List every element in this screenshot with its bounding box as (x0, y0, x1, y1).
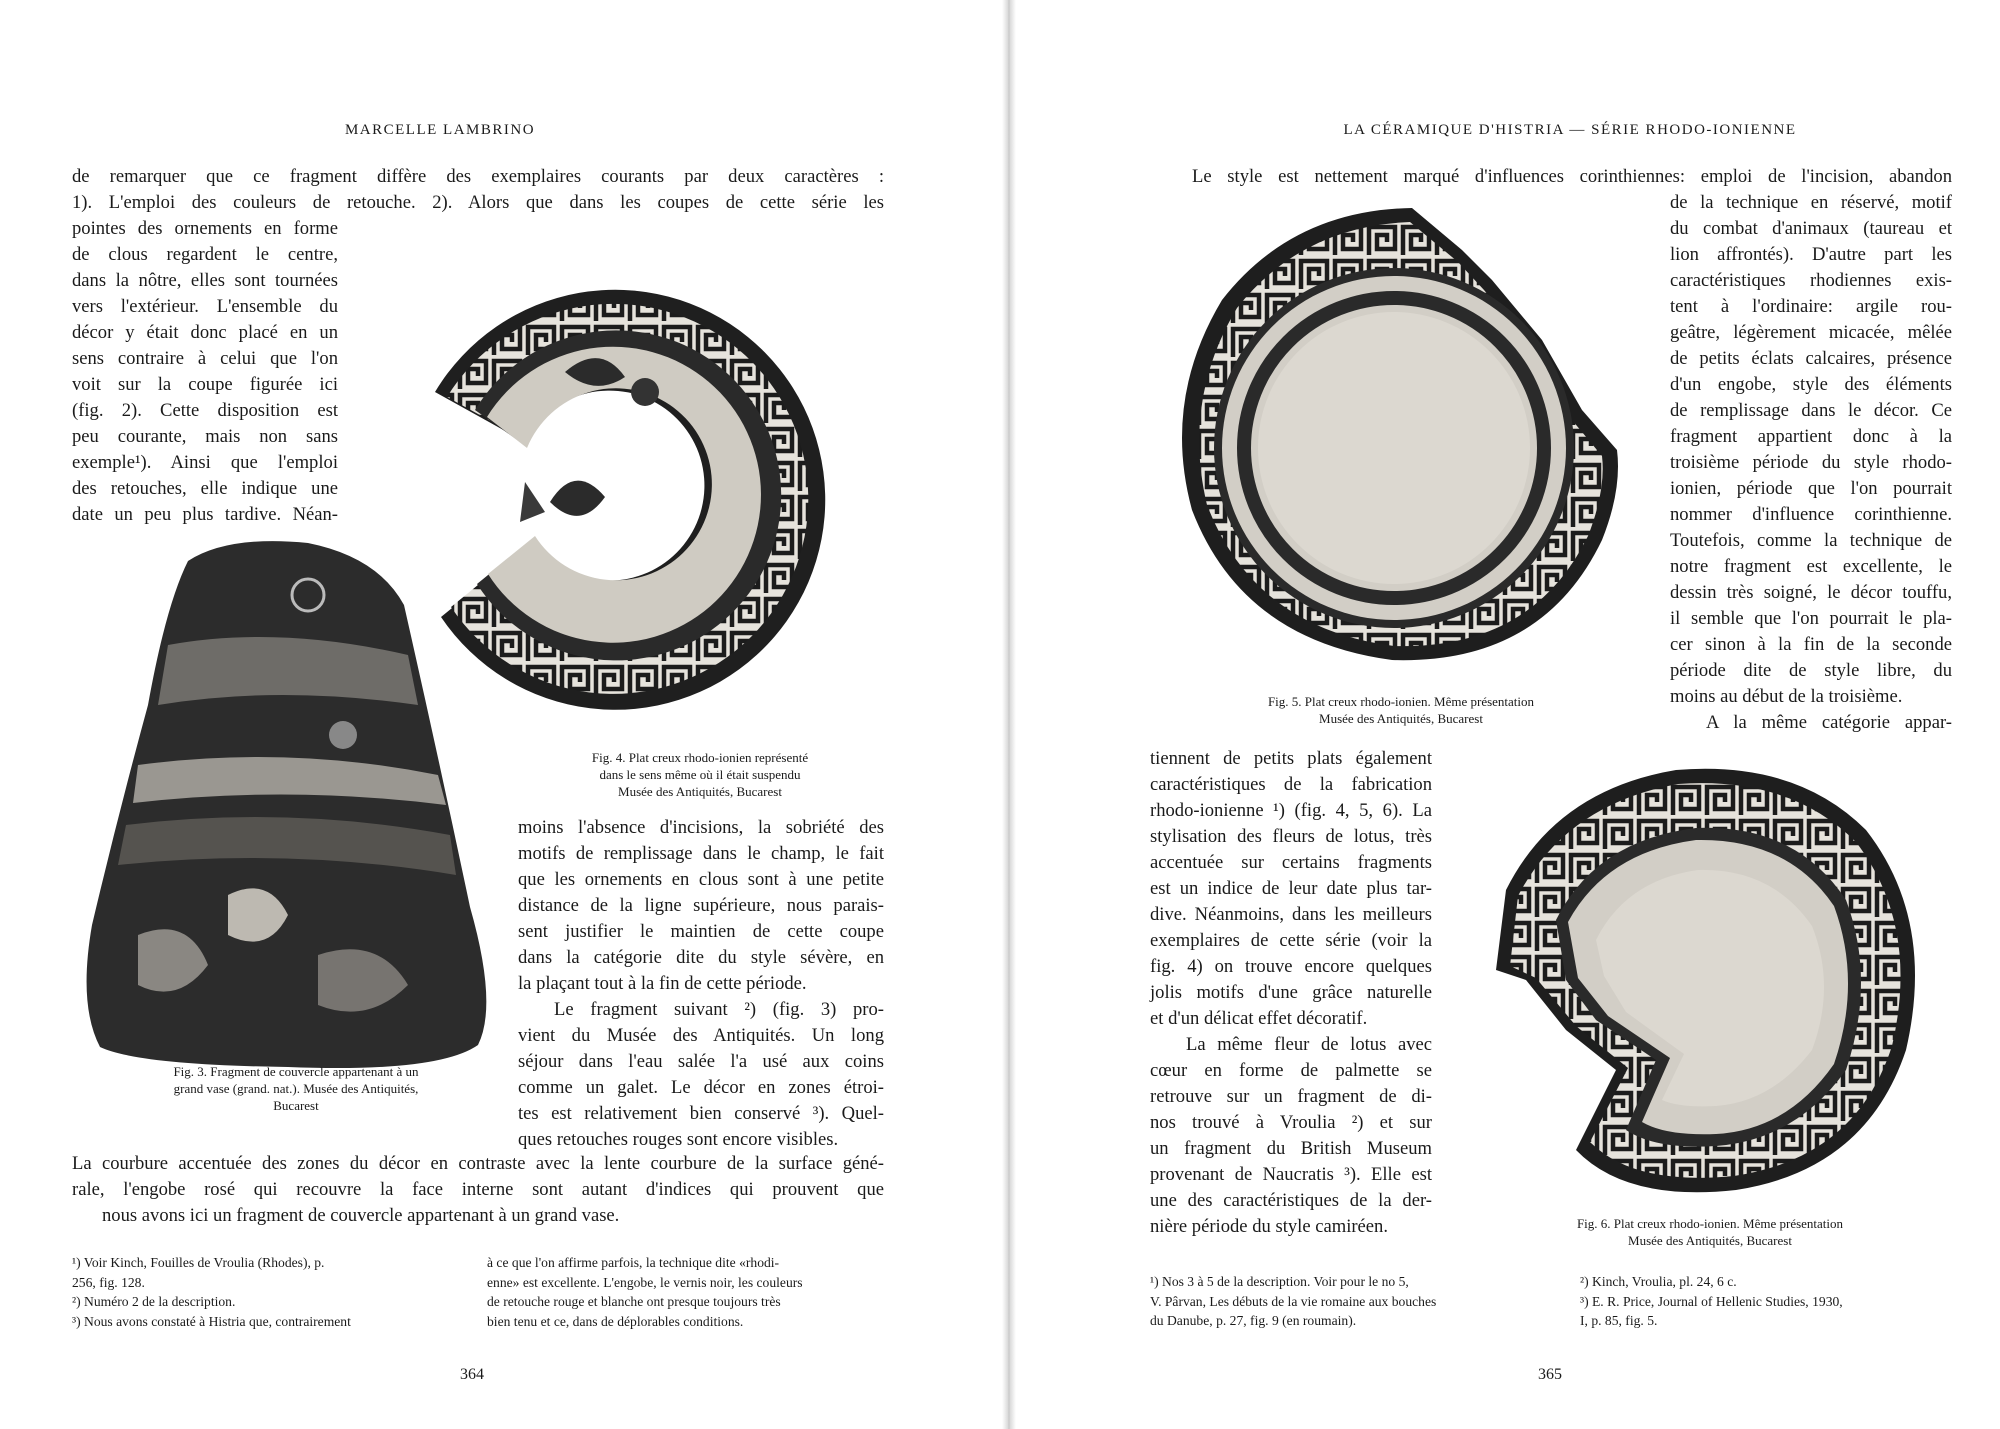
right-first-line (1192, 164, 1952, 190)
text-line: des retouches, elle indique une (72, 478, 338, 499)
footnote-line: ²) Kinch, Vroulia, pl. 24, 6 c. (1580, 1274, 1737, 1289)
text-line: il semble que l'on pourrait le pla- (1670, 608, 1952, 629)
text-line: dessin très soigné, le décor touffu, (1670, 582, 1952, 603)
footnote-line: ¹) Nos 3 à 5 de la description. Voir pour le no 5, (1150, 1274, 1409, 1289)
caption-line: Fig. 4. Plat creux rhodo-ionien représenté (591, 750, 809, 765)
text-line: exemple¹). Ainsi que l'emploi (72, 452, 338, 473)
text-line: que les ornements en clous sont à une petite (518, 869, 884, 890)
footnote-line: ³) E. R. Price, Journal of Hellenic Studies, 1930, (1580, 1293, 1843, 1309)
text-line: période dite de style libre, du (1670, 660, 1952, 681)
text-line: distance de la ligne supérieure, nous parais- (518, 895, 884, 916)
text-line: tiennent de petits plats également (1150, 748, 1432, 769)
running-head-right: LA CÉRAMIQUE D'HISTRIA — SÉRIE RHODO-IONIENNE (1343, 122, 1797, 138)
text-line: nommer d'influence corinthienne. (1670, 504, 1952, 525)
caption-line: Musée des Antiquités, Bucarest (618, 784, 782, 799)
caption-line: Musée des Antiquités, Bucarest (1319, 711, 1483, 726)
text-line: rhodo-ionienne ¹) (fig. 4, 5, 6). La (1150, 800, 1432, 821)
book-gutter (1002, 0, 1016, 1429)
caption-line: grand vase (grand. nat.). Musée des Antiquités, (173, 1081, 419, 1096)
footnote-line: du Danube, p. 27, fig. 9 (en roumain). (1150, 1313, 1357, 1328)
text-line: caractéristiques rhodiennes exis- (1670, 270, 1952, 291)
text-line: tent à l'ordinaire: argile rou- (1670, 296, 1952, 317)
text-line: geâtre, légèrement micacée, mêlée (1670, 322, 1952, 343)
caption-line: Fig. 5. Plat creux rhodo-ionien. Même présentation (1267, 694, 1535, 709)
text-line: pointes des ornements en forme (72, 218, 338, 239)
text-line: motifs de remplissage dans le champ, le fait (518, 843, 884, 864)
text-line: nos trouvé à Vroulia ²) et sur (1150, 1112, 1432, 1133)
footnote-line: ²) Numéro 2 de la description. (72, 1294, 236, 1309)
footnote-line: à ce que l'on affirme parfois, la technique dite «rhodi- (487, 1255, 780, 1270)
footnotes-left-a (72, 1253, 472, 1331)
text-line: troisième période du style rhodo- (1670, 452, 1952, 473)
figure-4-caption (535, 749, 865, 800)
text-line: moins l'absence d'incisions, la sobriété des (518, 817, 884, 838)
text-line: et d'un délicat effet décoratif. (1150, 1008, 1368, 1029)
text-line: de la technique en réservé, motif (1670, 192, 1952, 213)
figure-5-image (1162, 190, 1644, 680)
text-line: de clous regardent le centre, (72, 244, 338, 265)
text-line: dans la catégorie dite du style sévère, en (518, 947, 884, 968)
text-line: dans la nôtre, elles sont tournées (72, 270, 338, 291)
text-line: tes est relativement bien conservé ³). Quel- (518, 1103, 884, 1124)
left-bottom-paragraph (72, 1151, 884, 1229)
text-line: lion affrontés). D'autre part les (1670, 244, 1952, 265)
text-line: rale, l'engobe rosé qui recouvre la face interne sont autant d'indices qui prouvent que (72, 1179, 884, 1200)
text-line: retrouve sur un fragment de di- (1150, 1086, 1432, 1107)
figure-6-image (1466, 750, 1936, 1212)
text-line: fragment appartient donc à la (1670, 426, 1952, 447)
figure-3-image (78, 535, 506, 1075)
text-line: cer sinon à la fin de la seconde (1670, 634, 1952, 655)
text-line: de petits éclats calcaires, présence (1670, 348, 1952, 369)
text-line: Le fragment suivant ²) (fig. 3) pro- (554, 999, 884, 1020)
text-line: un fragment du British Museum (1150, 1138, 1432, 1159)
text-line: de remarquer que ce fragment diffère des exemplaires courants par deux caractères : (72, 166, 884, 187)
page-number-left: 364 (460, 1366, 484, 1383)
footnote-line: enne» est excellente. L'engobe, le vernis noir, les couleurs (487, 1274, 803, 1290)
text-line: Toutefois, comme la technique de (1670, 530, 1952, 551)
footnote-line: V. Pârvan, Les débuts de la vie romaine aux bouches (1150, 1293, 1437, 1309)
footnote-line: ¹) Voir Kinch, Fouilles de Vroulia (Rhodes), p. (72, 1255, 325, 1270)
footnote-line: I, p. 85, fig. 5. (1580, 1313, 1658, 1328)
right-page-left-column (1150, 746, 1432, 1240)
text-line: nière période du style camiréen. (1150, 1216, 1388, 1237)
text-line: de remplissage dans le décor. Ce (1670, 400, 1952, 421)
text-line: comme un galet. Le décor en zones étroi- (518, 1077, 884, 1098)
text-line: nous avons ici un fragment de couvercle appartenant à un grand vase. (102, 1205, 620, 1226)
right-column-text (1670, 190, 1952, 736)
text-line: cœur en forme de palmette se (1150, 1060, 1432, 1081)
right-column-text-left-page (518, 815, 884, 1153)
footnote-line: bien tenu et ce, dans de déplorables conditions. (487, 1313, 744, 1329)
footnote-line: ³) Nous avons constaté à Histria que, contrairement (72, 1313, 351, 1329)
text-line: peu courante, mais non sans (72, 426, 338, 447)
text-line: (fig. 2). Cette disposition est (72, 400, 338, 421)
caption-line: Fig. 3. Fragment de couvercle appartenant à un (173, 1064, 419, 1079)
caption-line: dans le sens même où il était suspendu (599, 767, 801, 782)
text-line: moins au début de la troisième. (1670, 686, 1903, 707)
footnotes-right-b (1580, 1272, 1960, 1331)
text-line: la plaçant tout à la fin de cette période. (518, 973, 807, 994)
text-line: exemplaires de cette série (voir la (1150, 930, 1432, 951)
text-line: Le style est nettement marqué d'influences corinthiennes: emploi de l'incision, abandon (1192, 166, 1952, 187)
text-line: date un peu plus tardive. Néan- (72, 504, 338, 525)
footnotes-right-a (1150, 1272, 1550, 1331)
caption-line: Bucarest (273, 1098, 319, 1113)
text-line: accentuée sur certains fragments (1150, 852, 1432, 873)
text-line: La même fleur de lotus avec (1186, 1034, 1432, 1055)
running-head-left: MARCELLE LAMBRINO (344, 122, 536, 138)
footnotes-left-b (487, 1253, 887, 1331)
left-column-text (72, 216, 338, 528)
text-line: décor y était donc placé en un (72, 322, 338, 343)
text-line: sent justifier le maintien de cette coupe (518, 921, 884, 942)
left-intro (72, 164, 884, 216)
text-line: séjour dans l'eau salée l'a usé aux coins (518, 1051, 884, 1072)
page-number-right: 365 (1538, 1366, 1562, 1383)
text-line: stylisation des fleurs de lotus, très (1150, 826, 1432, 847)
text-line: ionien, période que l'on pourrait (1670, 478, 1952, 499)
figure-5-caption (1186, 693, 1616, 727)
caption-line: Musée des Antiquités, Bucarest (1628, 1233, 1792, 1248)
text-line: est un indice de leur date plus tar- (1150, 878, 1432, 899)
text-line: jolis motifs d'une grâce naturelle (1150, 982, 1432, 1003)
text-line: du combat d'animaux (taureau et (1670, 218, 1952, 239)
caption-line: Fig. 6. Plat creux rhodo-ionien. Même présentation (1576, 1216, 1844, 1231)
text-line: fig. 4) on trouve encore quelques (1150, 956, 1432, 977)
text-line: notre fragment est excellente, le (1670, 556, 1952, 577)
text-line: caractéristiques de la fabrication (1150, 774, 1432, 795)
text-line: vient du Musée des Antiquités. Un long (518, 1025, 884, 1046)
text-line: A la même catégorie appar- (1706, 712, 1952, 733)
figure-6-caption (1500, 1215, 1920, 1249)
text-line: La courbure accentuée des zones du décor en contraste avec la lente courbure de la surface géné- (72, 1153, 884, 1174)
text-line: provenant de Naucratis ³). Elle est (1150, 1164, 1432, 1185)
footnote-line: 256, fig. 128. (72, 1274, 145, 1290)
text-line: ques retouches rouges sont encore visibles. (518, 1129, 839, 1150)
figure-3-caption (110, 1063, 482, 1114)
footnote-line: de retouche rouge et blanche ont presque toujours très (487, 1294, 781, 1309)
text-line: voit sur la coupe figurée ici (72, 374, 338, 395)
text-line: 1). L'emploi des couleurs de retouche. 2). Alors que dans les coupes de cette série les (72, 192, 884, 213)
text-line: d'un engobe, style des éléments (1670, 374, 1952, 395)
text-line: vers l'extérieur. L'ensemble du (72, 296, 338, 317)
text-line: sens contraire à celui que l'on (72, 348, 338, 369)
text-line: une des caractéristiques de la der- (1150, 1190, 1432, 1211)
text-line: dive. Néanmoins, dans les meilleurs (1150, 904, 1432, 925)
